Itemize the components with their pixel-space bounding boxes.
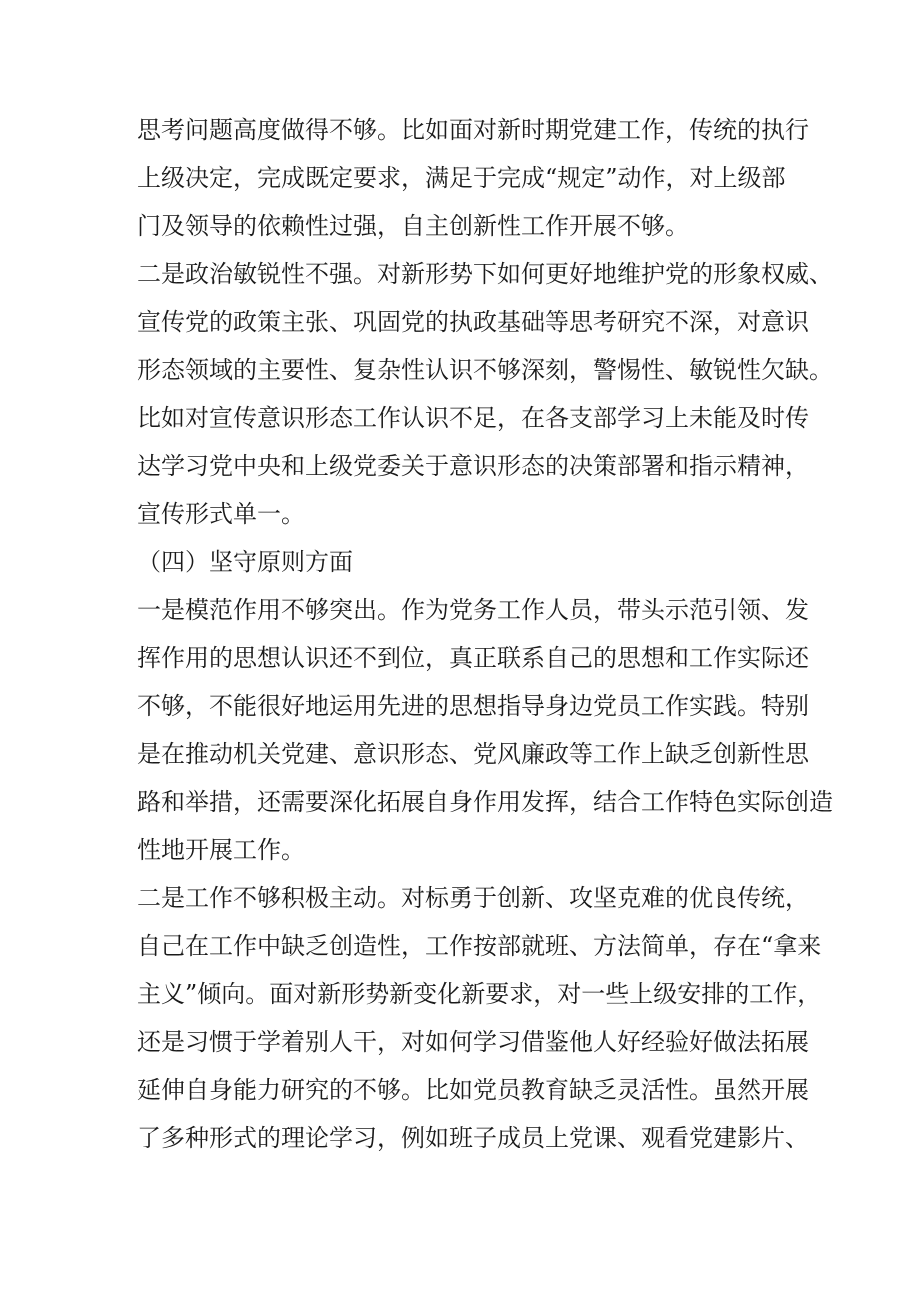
text-line: 形态领域的主要性、复杂性认识不够深刻，警惕性、敏锐性欠缺。 <box>137 356 833 384</box>
text-line: 自己在工作中缺乏创造性，工作按部就班、方法简单，存在“拿来 <box>137 932 822 960</box>
text-line: 思考问题高度做得不够。比如面对新时期党建工作，传统的执行 <box>137 116 809 144</box>
text-line: 门及领导的依赖性过强，自主创新性工作开展不够。 <box>137 212 689 240</box>
text-line: 一是模范作用不够突出。作为党务工作人员，带头示范引领、发 <box>137 596 809 624</box>
text-line: 是在推动机关党建、意识形态、党风廉政等工作上缺乏创新性思 <box>137 740 809 768</box>
text-line: 宣传形式单一。 <box>137 500 305 528</box>
text-line: 路和举措，还需要深化拓展自身作用发挥，结合工作特色实际创造 <box>137 788 833 816</box>
text-line: 还是习惯于学着别人干，对如何学习借鉴他人好经验好做法拓展 <box>137 1028 809 1056</box>
text-line: 二是工作不够积极主动。对标勇于创新、攻坚克难的优良传统， <box>137 884 809 912</box>
text-line: 性地开展工作。 <box>137 836 305 864</box>
text-line: 宣传党的政策主张、巩固党的执政基础等思考研究不深，对意识 <box>137 308 809 336</box>
text-line: 主义”倾向。面对新形势新变化新要求，对一些上级安排的工作， <box>137 980 822 1008</box>
text-line: 上级决定，完成既定要求，满足于完成“规定”动作，对上级部 <box>137 164 786 192</box>
section-heading: （四）坚守原则方面 <box>137 548 353 576</box>
text-line: 了多种形式的理论学习，例如班子成员上党课、观看党建影片、 <box>137 1124 809 1152</box>
text-line: 二是政治敏锐性不强。对新形势下如何更好地维护党的形象权威、 <box>137 260 833 288</box>
text-line: 不够，不能很好地运用先进的思想指导身边党员工作实践。特别 <box>137 692 809 720</box>
text-line: 挥作用的思想认识还不到位，真正联系自己的思想和工作实际还 <box>137 644 809 672</box>
text-line: 达学习党中央和上级党委关于意识形态的决策部署和指示精神， <box>137 452 809 480</box>
text-line: 比如对宣传意识形态工作认识不足，在各支部学习上未能及时传 <box>137 404 809 432</box>
text-line: 延伸自身能力研究的不够。比如党员教育缺乏灵活性。虽然开展 <box>137 1076 809 1104</box>
